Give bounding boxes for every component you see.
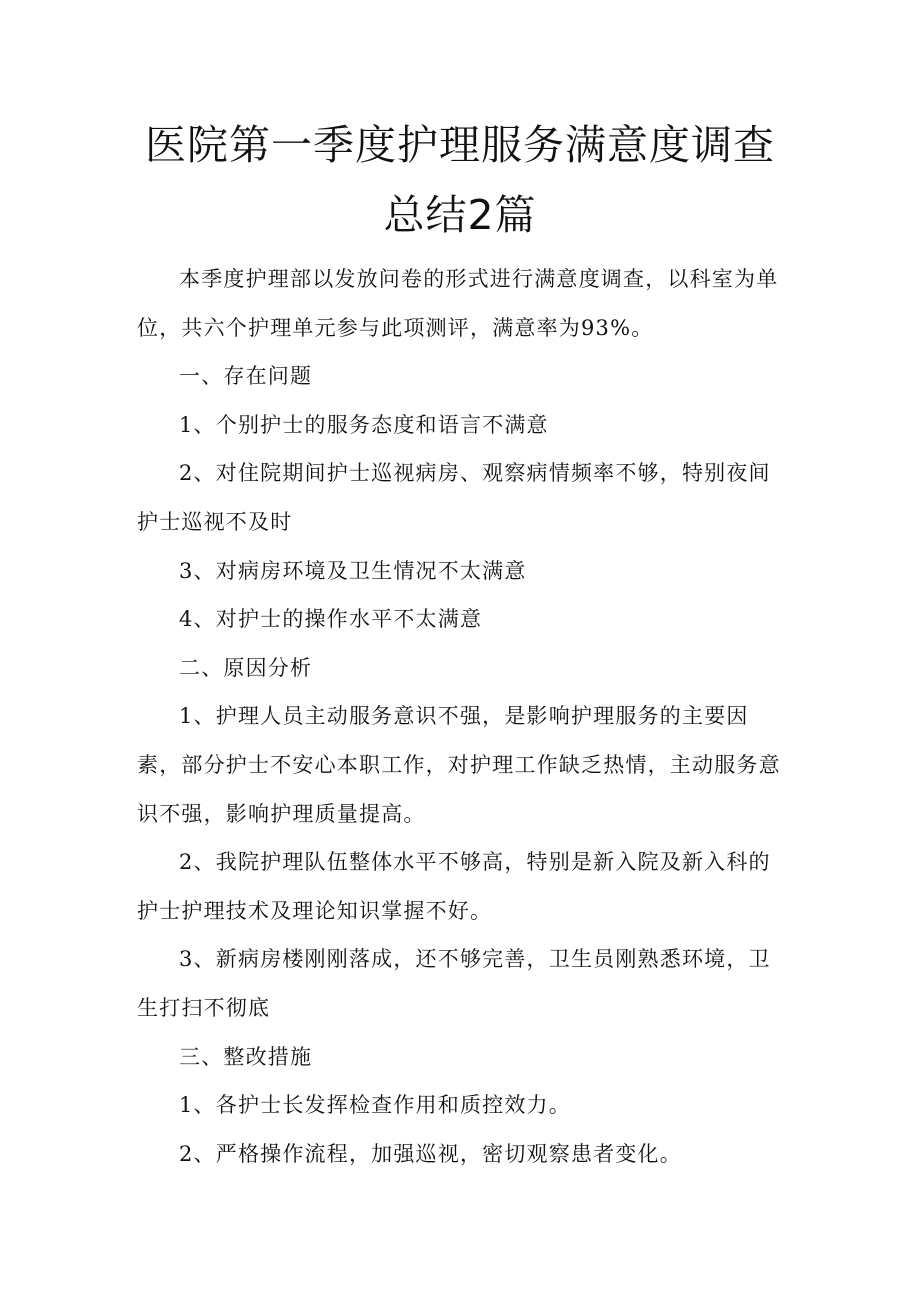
intro-paragraph: 本季度护理部以发放问卷的形式进行满意度调查，以科室为单位，共六个护理单元参与此项测评，满意率为93%。 [137, 267, 779, 340]
measure-item-2: 2、严格操作流程，加强巡视，密切观察患者变化。 [179, 1141, 682, 1166]
cause-item-1: 1、护理人员主动服务意识不强，是影响护理服务的主要因素，部分护士不安心本职工作，对护理工作缺乏热情，主动服务意识不强，影响护理质量提高。 [137, 704, 781, 826]
section-heading-measures: 三、整改措施 [179, 1044, 313, 1069]
section-heading-problems: 一、存在问题 [179, 364, 313, 389]
document-title-line-1: 医院第一季度护理服务满意度调查 [145, 121, 775, 169]
cause-item-3: 3、新病房楼刚刚落成，还不够完善，卫生员刚熟悉环境，卫生打扫不彻底 [137, 947, 771, 1020]
problem-item-2: 2、对住院期间护士巡视病房、观察病情频率不够，特别夜间护士巡视不及时 [137, 461, 771, 534]
cause-item-2: 2、我院护理队伍整体水平不够高，特别是新入院及新入科的护士护理技术及理论知识掌握不好。 [137, 850, 771, 923]
problem-item-4: 4、对护士的操作水平不太满意 [179, 607, 483, 632]
problem-item-1: 1、个别护士的服务态度和语言不满意 [179, 412, 549, 437]
document-body [137, 255, 787, 1178]
problem-item-3: 3、对病房环境及卫生情况不太满意 [179, 558, 527, 583]
document-title-line-2: 总结2篇 [383, 191, 537, 239]
measure-item-1: 1、各护士长发挥检查作用和质控效力。 [179, 1093, 571, 1118]
section-heading-causes: 二、原因分析 [179, 655, 313, 680]
